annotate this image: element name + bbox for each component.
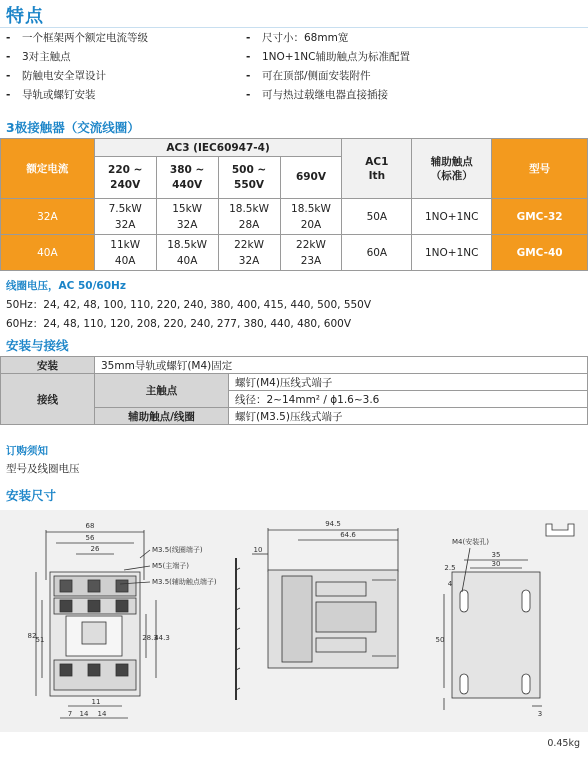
header-rated-current: 额定电流 <box>1 139 95 199</box>
row-current: 40A <box>1 235 95 271</box>
main-contact-terminal: 螺钉(M4)压线式端子 <box>229 374 588 391</box>
feature-item: - 3对主触点 <box>6 51 71 63</box>
order-text: 型号及线圈电压 <box>6 463 80 475</box>
feature-item: - 可在顶部/侧面安装附件 <box>246 70 371 82</box>
dim-front-b11: 11 <box>91 698 101 706</box>
cell-kw-amps: 18.5kW 40A <box>156 235 218 271</box>
title-divider <box>0 27 588 28</box>
back-view <box>444 548 542 710</box>
cell-kw-amps: 22kW 23A <box>280 235 342 271</box>
cell-aux: 1NO+1NC <box>412 235 492 271</box>
feature-item: - 一个框架两个额定电流等级 <box>6 32 148 44</box>
table-row <box>1 235 588 271</box>
contactor-section-title: 3极接触器（交流线圈） <box>6 120 140 135</box>
mount-value: 35mm导轨或螺钉(M4)固定 <box>95 357 588 374</box>
label-mount-hole: M4(安装孔) <box>452 538 489 546</box>
features-right <box>246 31 410 103</box>
dim-back-d3: 3 <box>537 710 543 718</box>
dimension-drawings <box>0 510 588 732</box>
cell-kw-amps: 15kW 32A <box>156 199 218 235</box>
features-left <box>6 31 148 103</box>
installation-table <box>0 356 588 425</box>
dim-front-b14b: 14 <box>97 710 107 718</box>
table-row <box>1 199 588 235</box>
dim-front-h82: 82 <box>27 632 37 640</box>
feature-item: - 尺寸小：68mm宽 <box>246 32 349 44</box>
row-current: 32A <box>1 199 95 235</box>
feature-item: - 可与热过载继电器直接插接 <box>246 89 388 101</box>
dim-side-w94: 94.5 <box>325 520 341 528</box>
dim-back-h50: 50 <box>435 636 445 644</box>
page-title: 特点 <box>6 6 44 27</box>
dim-back-d2-5: 2.5 <box>444 564 456 572</box>
main-contact-wire: 线径：2~14mm² / ϕ1.6~3.6 <box>229 391 588 408</box>
dim-side-w64: 64.6 <box>340 531 356 539</box>
cell-kw-amps: 18.5kW 28A <box>218 199 280 235</box>
label-main-terminal: M5(主端子) <box>152 562 189 570</box>
cell-ac1: 60A <box>342 235 412 271</box>
dim-back-w35: 35 <box>491 551 501 559</box>
dim-side-h10: 10 <box>253 546 263 554</box>
weight-label: 0.45kg <box>547 738 580 749</box>
cell-ac1: 50A <box>342 199 412 235</box>
dim-front-b7: 7 <box>67 710 73 718</box>
dim-front-h51: 51 <box>35 636 45 644</box>
front-view <box>36 530 156 718</box>
contactor-spec-table <box>0 138 588 271</box>
aux-coil-label: 辅助触点/线圈 <box>95 408 229 425</box>
cell-model: GMC-40 <box>492 235 588 271</box>
installation-section-title: 安装与接线 <box>6 338 69 353</box>
coil-50hz: 50Hz：24, 42, 48, 100, 110, 220, 240, 380, 400, 415, 440, 500, 550V <box>6 299 372 311</box>
cell-aux: 1NO+1NC <box>412 199 492 235</box>
dim-front-h44: 44.3 <box>154 634 170 642</box>
voltage-header: 380 ~ 440V <box>156 157 218 199</box>
cell-kw-amps: 7.5kW 32A <box>94 199 156 235</box>
dim-front-w56: 56 <box>85 534 95 542</box>
header-aux: 辅助触点 （标准） <box>412 139 492 199</box>
dim-back-w30: 30 <box>491 560 501 568</box>
cell-model: GMC-32 <box>492 199 588 235</box>
mount-label: 安装 <box>1 357 95 374</box>
feature-item: - 导轨或螺钉安装 <box>6 89 96 101</box>
feature-item: - 1NO+1NC辅助触点为标准配置 <box>246 51 410 63</box>
voltage-header: 220 ~ 240V <box>94 157 156 199</box>
wiring-label: 接线 <box>1 374 95 425</box>
cell-kw-amps: 18.5kW 20A <box>280 199 342 235</box>
header-ac1: AC1 Ith <box>342 139 412 199</box>
voltage-header: 690V <box>280 157 342 199</box>
dimensions-section-title: 安装尺寸 <box>6 488 57 503</box>
voltage-header: 500 ~ 550V <box>218 157 280 199</box>
dim-back-d4: 4 <box>447 580 453 588</box>
main-contact-label: 主触点 <box>95 374 229 408</box>
feature-item: - 防触电安全罩设计 <box>6 70 106 82</box>
order-title: 订购须知 <box>6 445 48 457</box>
dimension-svg <box>0 510 588 732</box>
header-ac3: AC3 (IEC60947-4) <box>94 139 342 157</box>
cell-kw-amps: 22kW 32A <box>218 235 280 271</box>
coil-title: 线圈电压，AC 50/60Hz <box>6 280 126 292</box>
cell-kw-amps: 11kW 40A <box>94 235 156 271</box>
coil-60hz: 60Hz：24, 48, 110, 120, 208, 220, 240, 277, 380, 440, 480, 600V <box>6 318 352 330</box>
din-rail-icon <box>546 524 574 536</box>
header-model: 型号 <box>492 139 588 199</box>
label-coil-terminal: M3.5(线圈端子) <box>152 546 203 554</box>
dim-front-w68: 68 <box>85 522 95 530</box>
label-aux-terminal: M3.5(辅助触点端子) <box>152 578 217 586</box>
aux-coil-terminal: 螺钉(M3.5)压线式端子 <box>229 408 588 425</box>
dim-front-b14a: 14 <box>79 710 89 718</box>
dim-front-w26: 26 <box>90 545 100 553</box>
dim-front-h28: 28.3 <box>142 634 158 642</box>
